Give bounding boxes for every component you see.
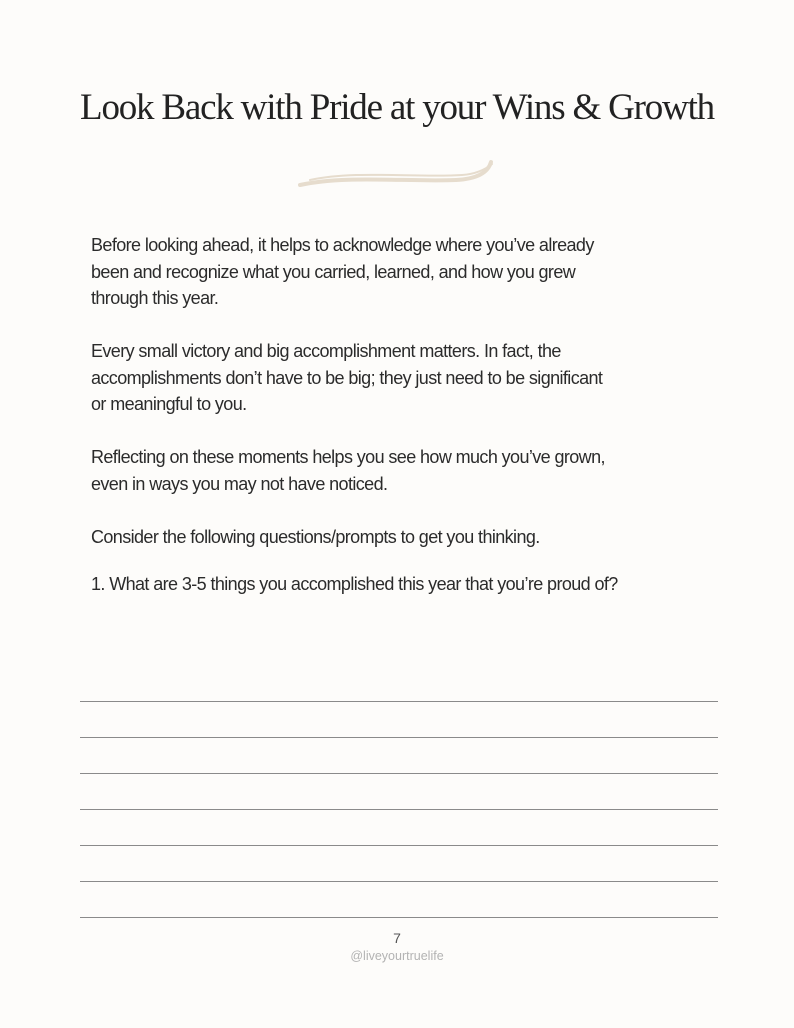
answer-line[interactable]: [80, 881, 718, 882]
answer-line[interactable]: [80, 737, 718, 738]
answer-line[interactable]: [80, 809, 718, 810]
answer-line[interactable]: [80, 773, 718, 774]
answer-line[interactable]: [80, 845, 718, 846]
answer-lines: [80, 701, 718, 953]
decorative-swash-icon: [296, 158, 500, 194]
answer-line[interactable]: [80, 917, 718, 918]
intro-text: [91, 232, 731, 577]
paragraph: Consider the following questions/prompts to get you thinking.: [91, 526, 540, 547]
paragraph: Before looking ahead, it helps to acknowledge where you’ve already been and recognize what you carried, learned, and how you grew through this year.: [91, 235, 594, 308]
page-title: Look Back with Pride at your Wins & Growth: [80, 87, 714, 128]
paragraph: Every small victory and big accomplishment matters. In fact, the accomplishments don’t have to be big; they just need to be significant or meaningful to you.: [91, 341, 603, 414]
paragraph: Reflecting on these moments helps you see how much you’ve grown, even in ways you may not have noticed.: [91, 447, 605, 494]
question-prompt: 1. What are 3-5 things you accomplished this year that you’re proud of?: [91, 574, 618, 594]
answer-line[interactable]: [80, 701, 718, 702]
page-number: 7: [393, 930, 401, 946]
social-handle: @liveyourtruelife: [350, 949, 444, 963]
